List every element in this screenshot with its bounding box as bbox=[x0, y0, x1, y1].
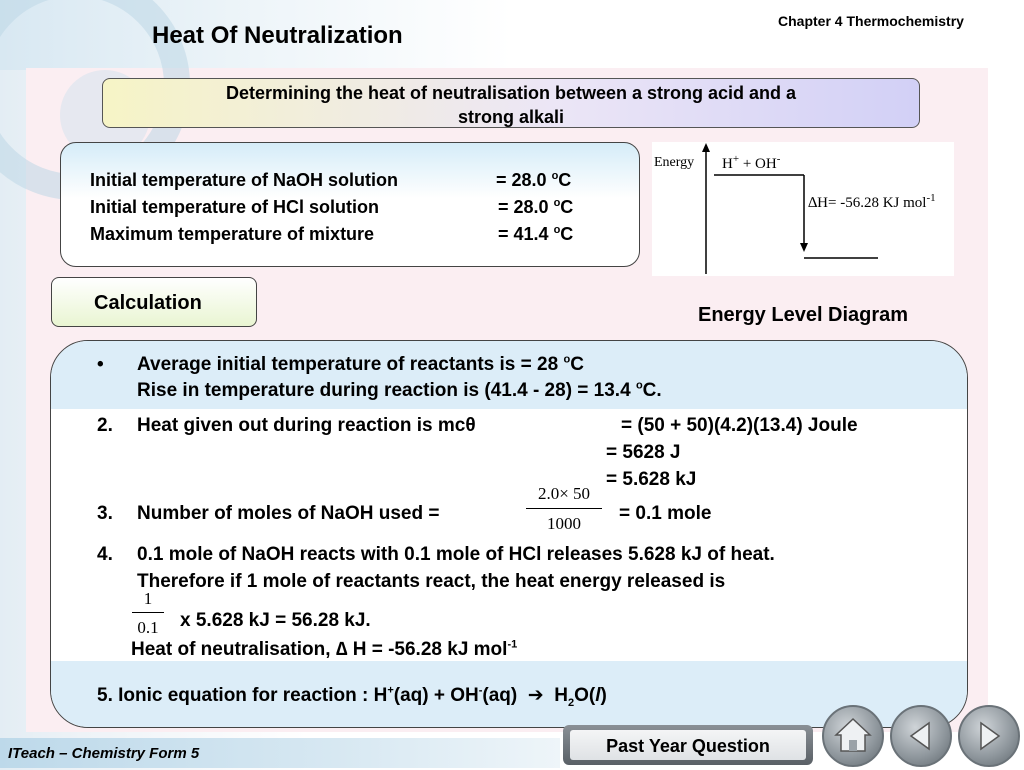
step-2-text: Heat given out during reaction is mcθ bbox=[137, 415, 476, 436]
step-2-number: 2. bbox=[97, 415, 113, 436]
forward-arrow-icon bbox=[960, 707, 1018, 765]
temp-row-naoh-label: Initial temperature of NaOH solution bbox=[90, 170, 399, 190]
page-title: Heat Of Neutralization bbox=[152, 22, 403, 49]
step-1-line-2: Rise in temperature during reaction is (41.4 - 28) = 13.4 $^o$C. bbox=[137, 379, 662, 401]
step-5-ionic-equation: 5. Ionic equation for reaction : H+(aq) + OH-(aq) ➔ $H_2O(l)$ bbox=[97, 684, 607, 709]
arrow-icon: ➔ bbox=[527, 685, 544, 706]
footer-text: ITeach – Chemistry Form 5 bbox=[8, 745, 200, 762]
step-4-number: 4. bbox=[97, 544, 113, 565]
step-4-fraction-denominator: 0.1 bbox=[137, 618, 159, 637]
back-arrow-icon bbox=[892, 707, 950, 765]
step-3-result: = 0.1 mole bbox=[619, 503, 712, 524]
step-1-line-1: Average initial temperature of reactants is = 28 $^o$C bbox=[137, 353, 584, 375]
diagram-caption: Energy Level Diagram bbox=[698, 304, 909, 326]
temp-row-max-value: = 41.4 $^o$C bbox=[498, 224, 574, 244]
step-3-fraction-bar bbox=[526, 508, 602, 509]
step-3-fraction-denominator: 1000 bbox=[547, 514, 581, 533]
home-button[interactable] bbox=[822, 705, 884, 767]
delta-h-arrowhead bbox=[800, 243, 808, 252]
previous-button[interactable] bbox=[890, 705, 952, 767]
temp-row-hcl-label: Initial temperature of HCl solution bbox=[90, 197, 380, 217]
step-2-value-2: = 5628 J bbox=[606, 442, 681, 463]
step-4-line-2: Therefore if 1 mole of reactants react, the heat energy released is bbox=[137, 571, 726, 592]
energy-axis-arrow bbox=[702, 143, 710, 152]
step-3-text: Number of moles of NaOH used = bbox=[137, 503, 440, 524]
step-4-fraction-numerator: 1 bbox=[143, 589, 153, 608]
step-4-line-3: x 5.628 kJ = 56.28 kJ. bbox=[180, 610, 371, 631]
step-1-bullet: • bbox=[97, 354, 104, 375]
next-button[interactable] bbox=[958, 705, 1020, 767]
home-icon bbox=[824, 707, 882, 765]
temp-row-hcl-value: = 28.0 $^o$C bbox=[498, 197, 574, 217]
temp-row-max-label: Maximum temperature of mixture bbox=[90, 224, 375, 244]
subtitle-box bbox=[102, 78, 920, 128]
chapter-label: Chapter 4 Thermochemistry bbox=[778, 13, 964, 29]
subtitle-line-2: strong alkali bbox=[457, 107, 565, 127]
delta-h-label: ∆H= -56.28 KJ mol$^{-1}$ bbox=[808, 192, 936, 211]
temp-row-naoh-value: = 28.0 $^o$C bbox=[496, 170, 572, 190]
step-2-value-3: = 5.628 kJ bbox=[606, 469, 697, 490]
step-4-fraction-bar bbox=[132, 612, 164, 613]
past-year-question-label: Past Year Question bbox=[606, 736, 770, 756]
subtitle-line-1: Determining the heat of neutralisation between a strong acid and a bbox=[225, 83, 797, 103]
step-4-line-4: Heat of neutralisation, ∆ H = -56.28 kJ mol$^{-1}$ bbox=[131, 638, 518, 660]
energy-axis-label: Energy bbox=[654, 155, 695, 170]
step-3-number: 3. bbox=[97, 503, 113, 524]
energy-level-diagram bbox=[652, 142, 954, 276]
step-3-fraction-numerator: 2.0× 50 bbox=[537, 484, 591, 503]
reactants-label: H+ + OH- bbox=[722, 153, 781, 172]
step-2-value-1: = (50 + 50)(4.2)(13.4) Joule bbox=[621, 415, 858, 436]
step-4-line-1: 0.1 mole of NaOH reacts with 0.1 mole of HCl releases 5.628 kJ of heat. bbox=[137, 544, 775, 565]
calculation-button[interactable]: Calculation bbox=[51, 277, 257, 327]
